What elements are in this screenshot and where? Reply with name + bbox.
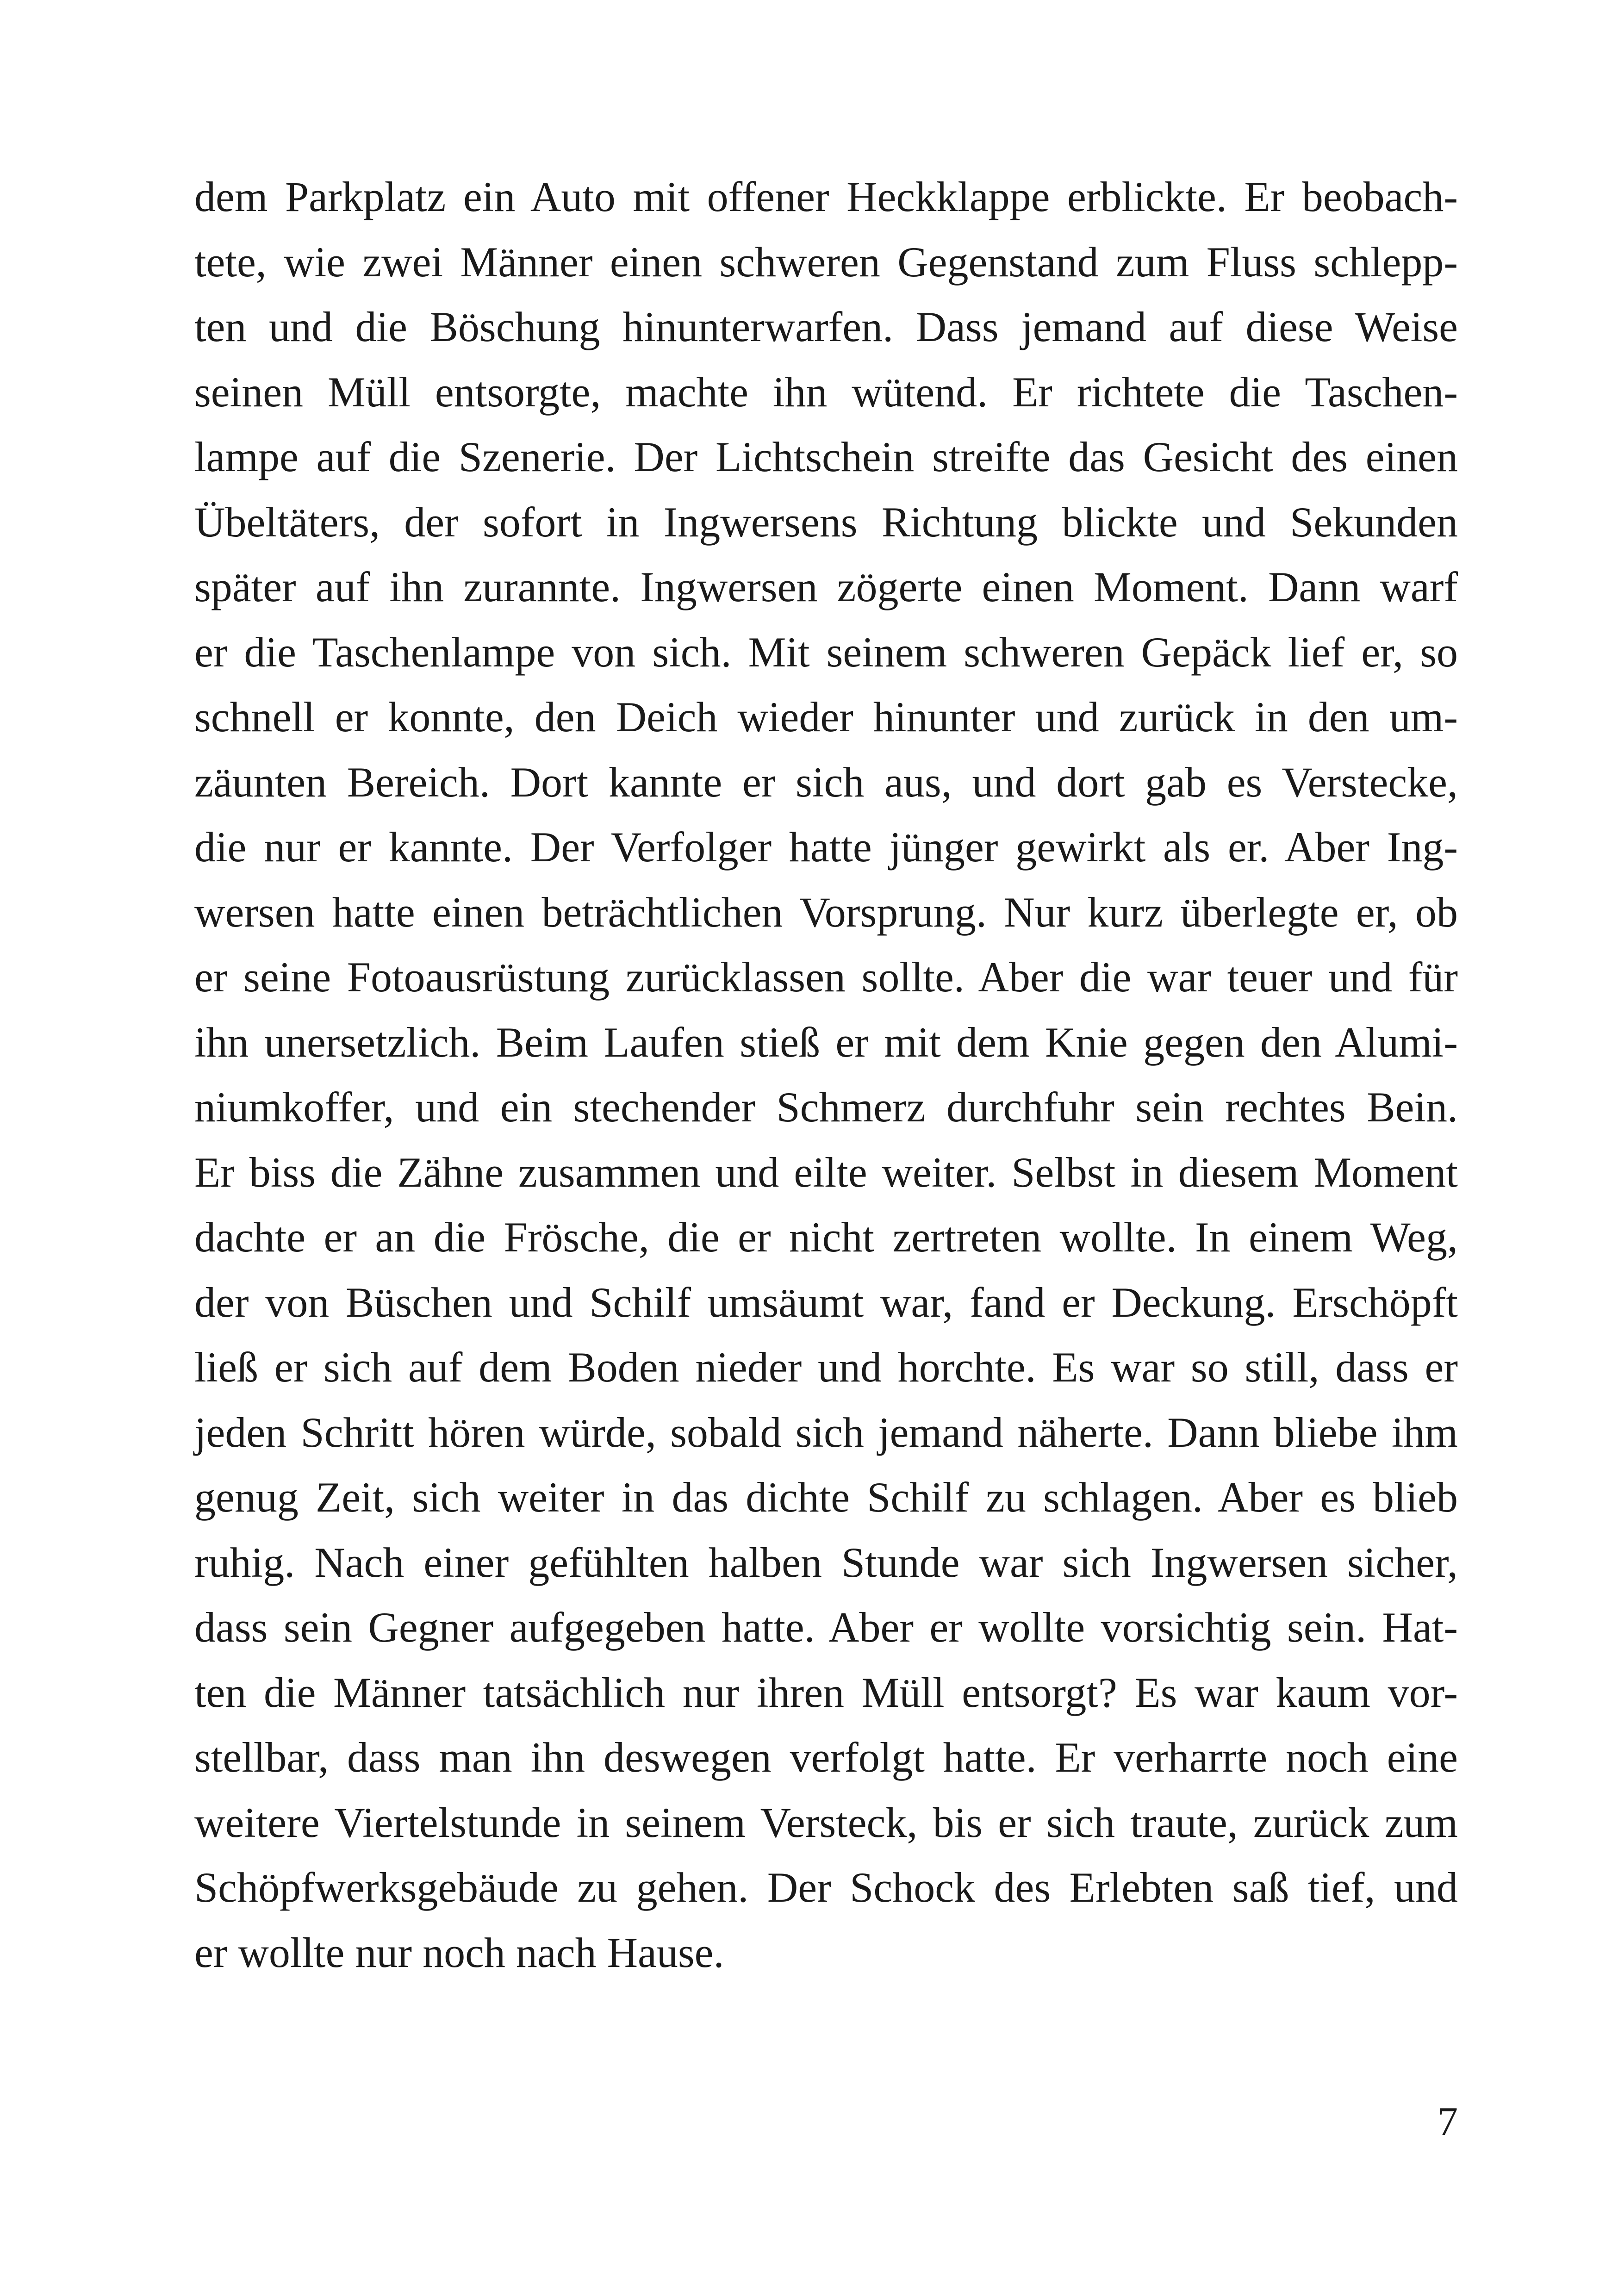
text-line: die nur er kannte. Der Verfolger hatte jünger gewirkt als er. Aber Ing- bbox=[194, 823, 1458, 871]
text-line: stellbar, dass man ihn deswegen verfolgt hatte. Er verharrte noch eine bbox=[194, 1734, 1458, 1781]
text-line: der von Büschen und Schilf umsäumt war, fand er Deckung. Erschöpft bbox=[194, 1278, 1458, 1326]
text-line: später auf ihn zurannte. Ingwersen zögerte einen Moment. Dann warf bbox=[194, 563, 1458, 610]
text-line: dachte er an die Frösche, die er nicht zertreten wollte. In einem Weg, bbox=[194, 1213, 1458, 1261]
text-line: er seine Fotoausrüstung zurücklassen sollte. Aber die war teuer und für bbox=[194, 953, 1458, 1001]
body-text bbox=[194, 164, 1458, 1985]
text-line: seinen Müll entsorgte, machte ihn wütend. Er richtete die Taschen- bbox=[194, 368, 1458, 416]
text-line: ten und die Böschung hinunterwarfen. Dass jemand auf diese Weise bbox=[194, 303, 1458, 350]
text-line: schnell er konnte, den Deich wieder hinunter und zurück in den um- bbox=[194, 693, 1458, 740]
text-line: ruhig. Nach einer gefühlten halben Stunde war sich Ingwersen sicher, bbox=[194, 1538, 1458, 1586]
text-line: Übeltäters, der sofort in Ingwersens Richtung blickte und Sekunden bbox=[194, 498, 1458, 546]
text-line: ließ er sich auf dem Boden nieder und horchte. Es war so still, dass er bbox=[194, 1344, 1458, 1391]
text-line: genug Zeit, sich weiter in das dichte Schilf zu schlagen. Aber es blieb bbox=[194, 1474, 1458, 1521]
text-line: jeden Schritt hören würde, sobald sich jemand näherte. Dann bliebe ihm bbox=[194, 1408, 1458, 1456]
text-line: dass sein Gegner aufgegeben hatte. Aber er wollte vorsichtig sein. Hat- bbox=[194, 1604, 1458, 1651]
text-line: niumkoffer, und ein stechender Schmerz durchfuhr sein rechtes Bein. bbox=[194, 1083, 1458, 1131]
text-line: er die Taschenlampe von sich. Mit seinem schweren Gepäck lief er, so bbox=[194, 628, 1458, 676]
text-line: tete, wie zwei Männer einen schweren Gegenstand zum Fluss schlepp- bbox=[194, 238, 1458, 286]
page-number: 7 bbox=[1438, 2099, 1458, 2144]
text-line: zäunten Bereich. Dort kannte er sich aus, und dort gab es Verstecke, bbox=[194, 758, 1458, 806]
text-line: er wollte nur noch nach Hause. bbox=[194, 1929, 724, 1976]
text-line: wersen hatte einen beträchtlichen Vorsprung. Nur kurz überlegte er, ob bbox=[194, 888, 1458, 936]
text-line: ten die Männer tatsächlich nur ihren Müll entsorgt? Es war kaum vor- bbox=[194, 1668, 1458, 1716]
text-line: dem Parkplatz ein Auto mit offener Heckklappe erblickte. Er beobach- bbox=[194, 173, 1458, 220]
text-line: weitere Viertelstunde in seinem Versteck, bis er sich traute, zurück zum bbox=[194, 1798, 1458, 1846]
text-line: ihn unersetzlich. Beim Laufen stieß er mit dem Knie gegen den Alumi- bbox=[194, 1018, 1458, 1066]
text-line: lampe auf die Szenerie. Der Lichtschein streifte das Gesicht des einen bbox=[194, 433, 1458, 480]
text-line: Er biss die Zähne zusammen und eilte weiter. Selbst in diesem Moment bbox=[194, 1148, 1458, 1196]
text-line: Schöpfwerksgebäude zu gehen. Der Schock des Erlebten saß tief, und bbox=[194, 1864, 1458, 1911]
